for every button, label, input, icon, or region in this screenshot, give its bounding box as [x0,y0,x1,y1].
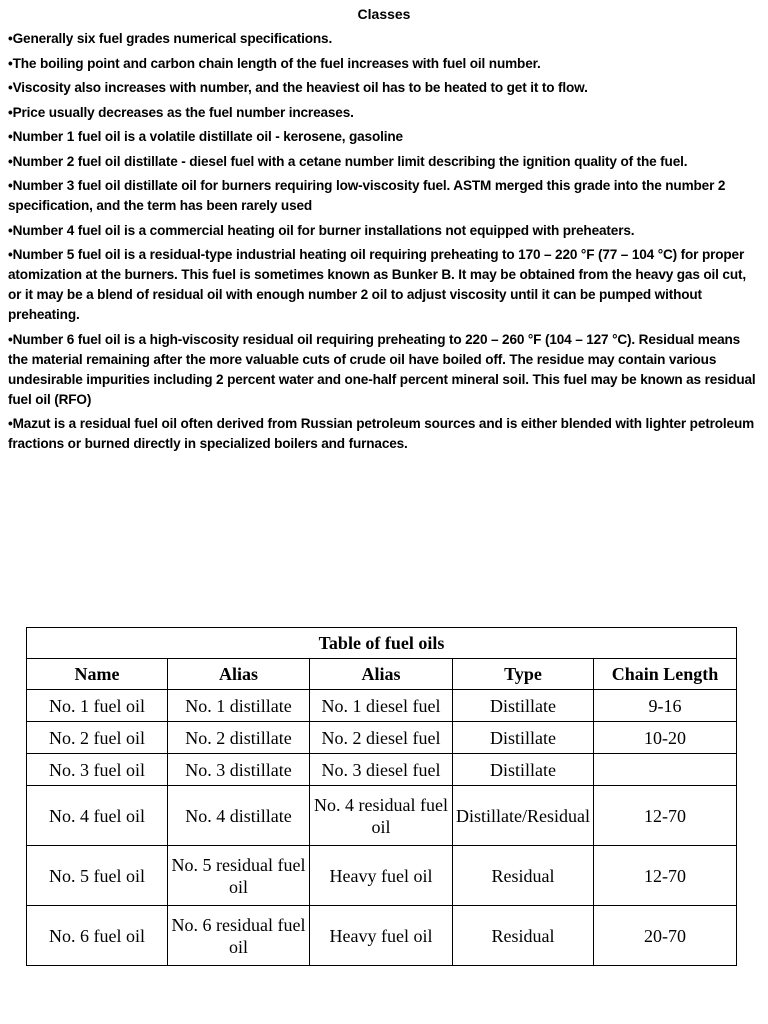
table-cell: No. 6 fuel oil [27,906,168,966]
table-cell: No. 1 distillate [168,690,310,722]
table-cell: Residual [453,846,594,906]
table-cell: No. 3 diesel fuel [310,754,453,786]
bullet-item: •The boiling point and carbon chain length of the fuel increases with fuel oil number. [8,55,541,71]
column-header: Alias [310,659,453,690]
table-cell: 20-70 [594,906,737,966]
column-header: Name [27,659,168,690]
table-row [27,846,737,906]
table-caption-row [27,628,737,659]
table-cell: No. 4 distillate [168,786,310,846]
table-header-row [27,659,737,690]
bullet-list [8,29,760,459]
table-cell: No. 1 diesel fuel [310,690,453,722]
bullet-item: •Viscosity also increases with number, and the heaviest oil has to be heated to get it to flow. [8,80,588,95]
bullet-item: •Number 3 fuel oil distillate oil for burners requiring low-viscosity fuel. ASTM merged this grade into the number 2 specification, and the term has been rarely used [8,178,726,213]
table-cell: No. 3 fuel oil [27,754,168,786]
table-cell [594,754,737,786]
table-cell: No. 5 fuel oil [27,846,168,906]
table-cell: Heavy fuel oil [310,906,453,966]
table-cell: No. 2 fuel oil [27,722,168,754]
table-cell: Distillate/Residual [453,786,594,846]
table-cell: 12-70 [594,786,737,846]
table-cell: No. 2 diesel fuel [310,722,453,754]
bullet-item: •Generally six fuel grades numerical specifications. [8,31,333,46]
fuel-oil-table [26,627,737,966]
table-cell: Distillate [453,690,594,722]
table-row [27,754,737,786]
bullet-item: •Number 2 fuel oil distillate - diesel fuel with a cetane number limit describing the ignition quality of the fuel. [8,153,688,169]
table-cell: No. 2 distillate [168,722,310,754]
bullet-item: •Number 6 fuel oil is a high-viscosity residual oil requiring preheating to 220 – 260 °F (104 – 127 °C). Residual means the material remaining after the more valuable cuts of crude oil have boiled off. The residue may contain various undesirable impurities including 2 percent water and one-half percent mineral soil. This fuel may be known as residual fuel oil (RFO) [8,331,756,407]
bullet-item: •Number 4 fuel oil is a commercial heating oil for burner installations not equipped with preheaters. [8,222,635,238]
table-row [27,786,737,846]
bullet-item: •Number 5 fuel oil is a residual-type industrial heating oil requiring preheating to 170 – 220 °F (77 – 104 °C) for proper atomization at the burners. This fuel is sometimes known as Bunker B. It may be obtained from the heavy gas oil cut, or it may be a blend of residual oil with enough number 2 oil to adjust viscosity until it can be pumped without preheating. [8,247,746,322]
column-header: Chain Length [594,659,737,690]
page-title: Classes [357,6,411,22]
table-cell: Heavy fuel oil [310,846,453,906]
table-cell: 12-70 [594,846,737,906]
table-row [27,690,737,722]
column-header: Type [453,659,594,690]
table-cell: No. 4 residual fuel oil [310,786,453,846]
table-cell: No. 1 fuel oil [27,690,168,722]
table-row [27,722,737,754]
column-header: Alias [168,659,310,690]
table-cell: No. 4 fuel oil [27,786,168,846]
table-cell: Residual [453,906,594,966]
table-cell: No. 6 residual fuel oil [168,906,310,966]
table-cell: Distillate [453,754,594,786]
table-cell: No. 5 residual fuel oil [168,846,310,906]
table-cell: No. 3 distillate [168,754,310,786]
bullet-item: •Mazut is a residual fuel oil often derived from Russian petroleum sources and is either blended with lighter petroleum fractions or burned directly in specialized boilers and furnaces. [8,416,755,451]
bullet-item: •Number 1 fuel oil is a volatile distillate oil - kerosene, gasoline [8,129,403,144]
fuel-oil-table-container [26,627,736,966]
table-cell: 10-20 [594,722,737,754]
table-cell: Distillate [453,722,594,754]
table-cell: 9-16 [594,690,737,722]
table-row [27,906,737,966]
table-caption: Table of fuel oils [27,628,737,659]
bullet-item: •Price usually decreases as the fuel number increases. [8,104,354,120]
